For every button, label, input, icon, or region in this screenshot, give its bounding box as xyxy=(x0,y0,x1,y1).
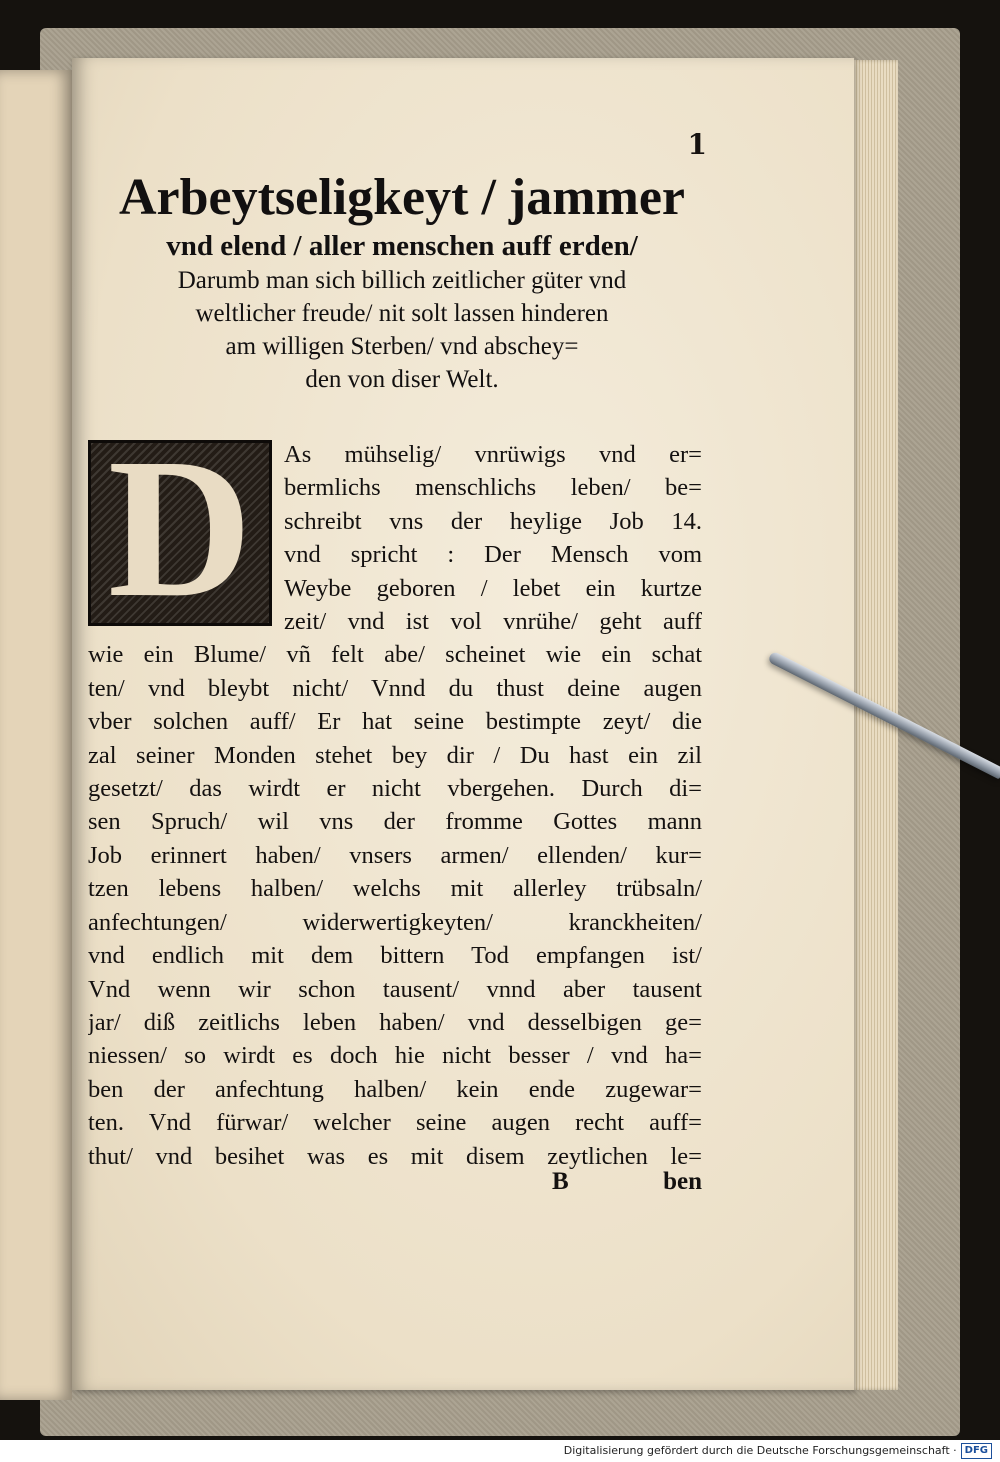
page-fore-edge xyxy=(848,60,898,1390)
right-page xyxy=(72,58,854,1390)
text-line: wie ein Blume/ vñ felt abe/ scheinet wie ein schat xyxy=(88,641,702,669)
text-line: thut/ vnd besihet was es mit disem zeytlichen le= xyxy=(88,1142,702,1170)
title-line: vnd elend / aller menschen auff erden/ xyxy=(166,230,638,262)
text-line: jar/ diß zeitlichs leben haben/ vnd desselbigen ge= xyxy=(88,1008,702,1036)
body-text xyxy=(88,438,702,1173)
title-line: den von diser Welt. xyxy=(305,366,499,393)
text-line: zeit/ vnd ist vol vnrühe/ geht auff xyxy=(284,608,702,636)
text-line: gesetzt/ das wirdt er nicht vbergehen. Durch di= xyxy=(88,775,702,803)
title-line: weltlicher freude/ nit solt lassen hinderen xyxy=(195,300,609,327)
digitization-footer xyxy=(0,1440,1000,1462)
title-line: Arbeytseligkeyt / jammer xyxy=(118,169,686,226)
text-line: vnd endlich mit dem bittern Tod empfangen ist/ xyxy=(88,942,702,970)
text-line: schreibt vns der heylige Job 14. xyxy=(284,507,702,535)
initial-letter: D xyxy=(107,440,253,626)
text-line: ten. Vnd fürwar/ welcher seine augen recht auff= xyxy=(88,1109,702,1137)
left-page-edge xyxy=(0,70,72,1400)
text-line: anfechtungen/ widerwertigkeyten/ kranckheiten/ xyxy=(88,908,702,936)
catchword: ben xyxy=(663,1168,702,1195)
footer-credit: Digitalisierung gefördert durch die Deutsche Forschungsgemeinschaft · xyxy=(563,1444,957,1457)
text-line: sen Spruch/ wil vns der fromme Gottes mann xyxy=(88,808,702,836)
text-line: Job erinnert haben/ vnsers armen/ ellenden/ kur= xyxy=(88,841,702,869)
text-line: vnd spricht : Der Mensch vom xyxy=(284,541,702,569)
page-number: 1 xyxy=(687,128,707,161)
text-line: Weybe geboren / lebet ein kurtze xyxy=(284,574,702,602)
title-line: am willigen Sterben/ vnd abschey= xyxy=(225,333,579,360)
dfg-logo: DFG xyxy=(961,1443,992,1459)
text-line: zal seiner Monden stehet bey dir / Du hast ein zil xyxy=(88,741,702,769)
text-line: ten/ vnd bleybt nicht/ Vnnd du thust deine augen xyxy=(88,674,702,702)
text-line: tzen lebens halben/ welchs mit allerley trübsaln/ xyxy=(88,875,702,903)
text-line: Vnd wenn wir schon tausent/ vnnd aber tausent xyxy=(88,975,702,1003)
text-line: niessen/ so wirdt es doch hie nicht besser / vnd ha= xyxy=(88,1042,702,1070)
text-line: ben der anfechtung halben/ kein ende zugewar= xyxy=(88,1075,702,1103)
text-line: bermlichs menschlichs leben/ be= xyxy=(284,474,702,502)
text-line: vber solchen auff/ Er hat seine bestimpte zeyt/ die xyxy=(88,708,702,736)
text-line: As mühselig/ vnrüwigs vnd er= xyxy=(284,441,702,468)
title-line: Darumb man sich billich zeitlicher güter vnd xyxy=(177,267,627,294)
page-title xyxy=(82,168,722,396)
signature-mark: B xyxy=(552,1168,569,1195)
